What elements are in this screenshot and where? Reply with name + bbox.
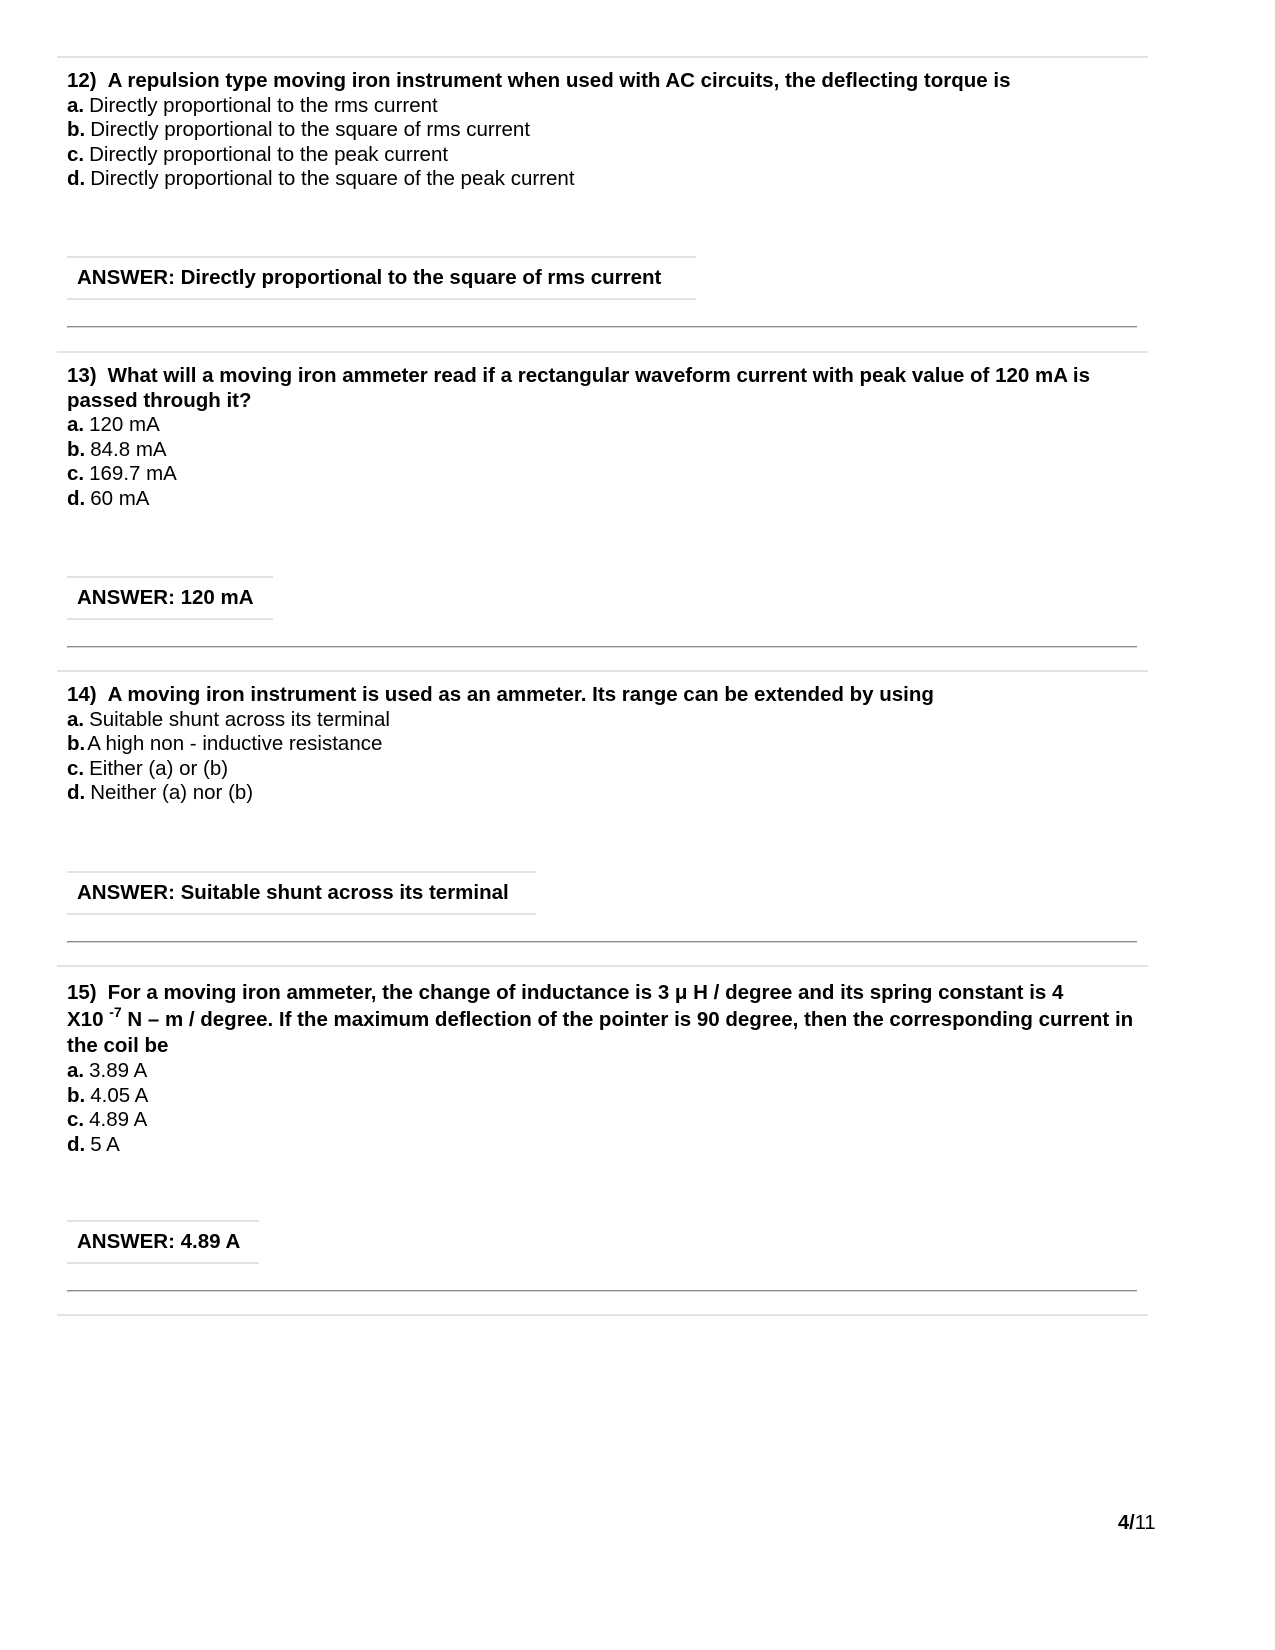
option-c xyxy=(67,757,1147,782)
option-text: 169.7 mA xyxy=(89,462,177,485)
option-text: 60 mA xyxy=(90,486,150,510)
option-letter: a. xyxy=(67,707,85,731)
question-text xyxy=(67,69,1147,94)
option-letter: b. xyxy=(67,118,86,141)
option-c xyxy=(67,462,1147,487)
option-b xyxy=(67,438,1147,463)
option-b xyxy=(67,732,1147,757)
option-text: Neither (a) nor (b) xyxy=(90,781,254,804)
option-text: 84.8 mA xyxy=(90,437,167,461)
answer-box xyxy=(67,1220,259,1264)
option-letter: c. xyxy=(67,142,85,166)
question-stem: A moving iron instrument is used as an ammeter. Its range can be extended by using xyxy=(107,683,934,706)
question-text xyxy=(67,979,1147,1006)
question-13 xyxy=(67,364,1147,511)
option-text: 4.89 A xyxy=(89,1108,148,1131)
option-letter: b. xyxy=(67,437,86,461)
answer-text: ANSWER: Suitable shunt across its terminal xyxy=(77,881,509,904)
section-divider xyxy=(57,1314,1148,1316)
question-stem: A repulsion type moving iron instrument when used with AC circuits, the deflecting torque is xyxy=(107,69,1011,92)
option-letter: c. xyxy=(67,756,85,780)
question-text-continued xyxy=(67,1004,1147,1059)
option-text: Directly proportional to the peak current xyxy=(89,142,449,166)
answer-box xyxy=(67,256,696,300)
option-b xyxy=(67,1084,1147,1109)
option-a xyxy=(67,413,1147,438)
option-letter: b. xyxy=(67,1083,86,1107)
option-a xyxy=(67,1059,1147,1084)
option-letter: c. xyxy=(67,462,85,485)
question-stem-suffix: N – m / degree. If the maximum deflection of the pointer is 90 degree, then the corresponding current in the coil be xyxy=(67,1008,1134,1057)
page-total: 11 xyxy=(1134,1512,1156,1534)
question-stem-part1: For a moving iron ammeter, the change of inductance is 3 μ H / degree and its spring constant is 4 xyxy=(107,981,1064,1004)
option-letter: d. xyxy=(67,167,86,190)
question-text xyxy=(67,683,1147,708)
question-number: 15) xyxy=(67,981,97,1004)
horizontal-rule xyxy=(67,646,1137,648)
horizontal-rule xyxy=(67,941,1137,943)
horizontal-rule xyxy=(67,1290,1137,1292)
question-number: 14) xyxy=(67,683,97,706)
option-letter: d. xyxy=(67,1132,86,1156)
section-divider xyxy=(57,965,1148,967)
answer-box xyxy=(67,871,536,915)
option-text: A high non - inductive resistance xyxy=(87,732,383,755)
option-letter: b. xyxy=(67,732,86,755)
option-b xyxy=(67,118,1147,143)
answer-text: ANSWER: Directly proportional to the square of rms current xyxy=(77,266,662,289)
option-text: Directly proportional to the square of rms current xyxy=(90,118,531,141)
option-c xyxy=(67,143,1147,168)
answer-text: ANSWER: 120 mA xyxy=(77,586,254,609)
option-text: 5 A xyxy=(90,1132,120,1156)
question-12 xyxy=(67,69,1147,192)
answer-text: ANSWER: 4.89 A xyxy=(77,1230,241,1253)
option-text: 4.05 A xyxy=(90,1083,149,1107)
page-number xyxy=(1118,1512,1155,1535)
option-a xyxy=(67,94,1147,119)
option-text: Directly proportional to the square of the peak current xyxy=(90,167,575,190)
option-text: Directly proportional to the rms current xyxy=(89,93,438,117)
section-divider xyxy=(57,56,1148,58)
option-letter: a. xyxy=(67,413,85,436)
option-text: 3.89 A xyxy=(89,1059,148,1082)
option-letter: d. xyxy=(67,781,86,804)
exponent: -7 xyxy=(109,1004,122,1021)
question-15 xyxy=(67,979,1147,1157)
option-d xyxy=(67,1133,1147,1158)
option-d xyxy=(67,167,1147,192)
question-number: 12) xyxy=(67,69,97,92)
horizontal-rule xyxy=(67,326,1137,328)
option-a xyxy=(67,708,1147,733)
question-stem: What will a moving iron ammeter read if a rectangular waveform current with peak value of 120 mA is passed through it? xyxy=(67,364,1091,412)
option-d xyxy=(67,781,1147,806)
question-number: 13) xyxy=(67,364,97,387)
question-14 xyxy=(67,683,1147,806)
question-stem-prefix: X10 xyxy=(67,1008,104,1031)
answer-box xyxy=(67,576,273,620)
page-current: 4/ xyxy=(1118,1512,1135,1534)
section-divider xyxy=(57,670,1148,672)
option-text: Suitable shunt across its terminal xyxy=(89,707,390,731)
option-text: 120 mA xyxy=(89,413,160,436)
option-text: Either (a) or (b) xyxy=(89,756,229,780)
option-letter: d. xyxy=(67,486,86,510)
section-divider xyxy=(57,351,1148,353)
option-letter: a. xyxy=(67,1059,85,1082)
question-text xyxy=(67,364,1147,413)
option-letter: c. xyxy=(67,1108,85,1131)
option-c xyxy=(67,1108,1147,1133)
option-d xyxy=(67,487,1147,512)
option-letter: a. xyxy=(67,93,85,117)
